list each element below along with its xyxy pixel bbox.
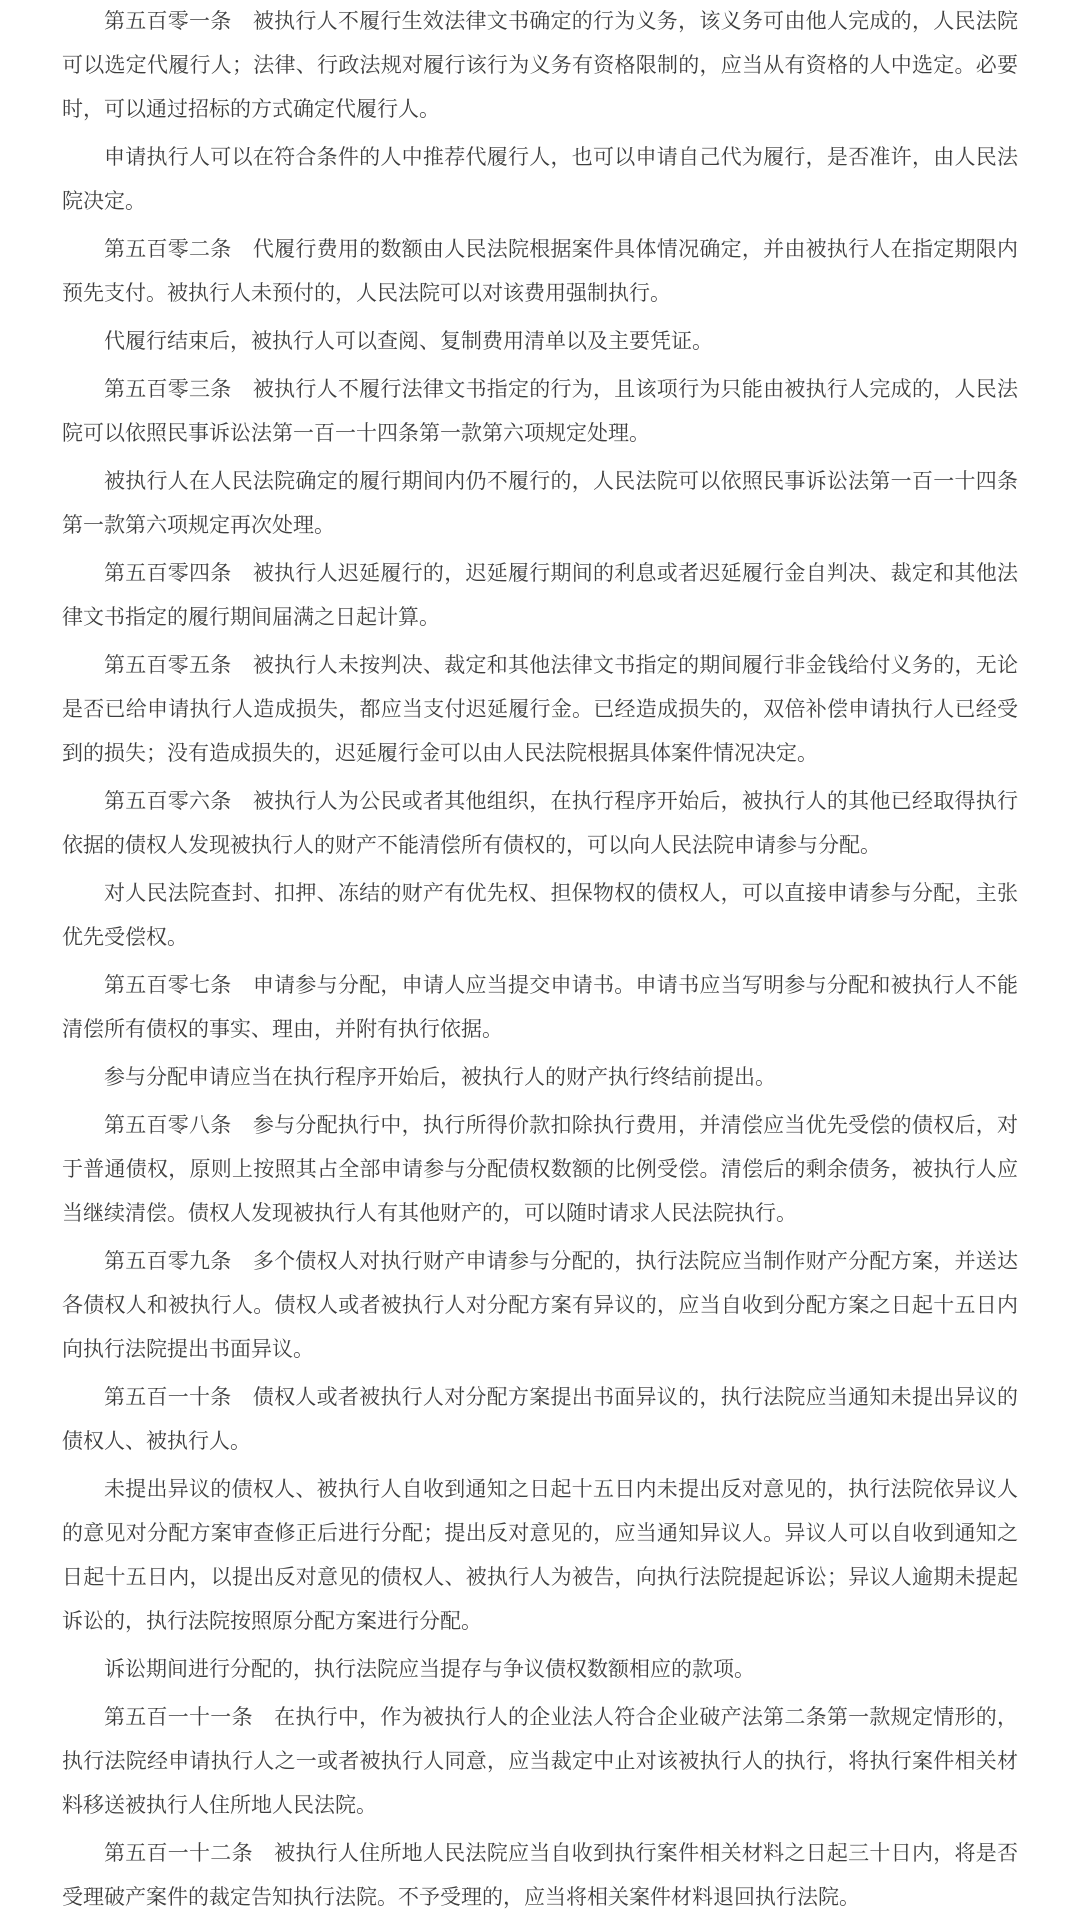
article-507-p2: 参与分配申请应当在执行程序开始后，被执行人的财产执行终结前提出。 bbox=[104, 1066, 776, 1089]
article-501-p1: 第五百零一条 被执行人不履行生效法律文书确定的行为义务，该义务可由他人完成的，人民法院可以选定代履行人；法律、行政法规对履行该行为义务有资格限制的，应当从有资格的人中选定。必要时，可以通过招标的方式确定代履行人。 bbox=[62, 10, 1018, 121]
article-508-p1: 第五百零八条 参与分配执行中，执行所得价款扣除执行费用，并清偿应当优先受偿的债权后，对于普通债权，原则上按照其占全部申请参与分配债权数额的比例受偿。清偿后的剩余债务，被执行人应当继续清偿。债权人发现被执行人有其他财产的，可以随时请求人民法院执行。 bbox=[62, 1114, 1018, 1225]
article-510-p2: 未提出异议的债权人、被执行人自收到通知之日起十五日内未提出反对意见的，执行法院依异议人的意见对分配方案审查修正后进行分配；提出反对意见的，应当通知异议人。异议人可以自收到通知之日起十五日内，以提出反对意见的债权人、被执行人为被告，向执行法院提起诉讼；异议人逾期未提起诉讼的，执行法院按照原分配方案进行分配。 bbox=[62, 1478, 1018, 1633]
article-507-p1: 第五百零七条 申请参与分配，申请人应当提交申请书。申请书应当写明参与分配和被执行人不能清偿所有债权的事实、理由，并附有执行依据。 bbox=[62, 974, 1018, 1041]
article-511-p1: 第五百一十一条 在执行中，作为被执行人的企业法人符合企业破产法第二条第一款规定情形的，执行法院经申请执行人之一或者被执行人同意，应当裁定中止对该被执行人的执行，将执行案件相关材料移送被执行人住所地人民法院。 bbox=[62, 1706, 1018, 1817]
article-506-p1: 第五百零六条 被执行人为公民或者其他组织，在执行程序开始后，被执行人的其他已经取得执行依据的债权人发现被执行人的财产不能清偿所有债权的，可以向人民法院申请参与分配。 bbox=[62, 790, 1018, 857]
law-text-body bbox=[62, 0, 1018, 1920]
article-506-p2: 对人民法院查封、扣押、冻结的财产有优先权、担保物权的债权人，可以直接申请参与分配，主张优先受偿权。 bbox=[62, 882, 1018, 949]
article-505-p1: 第五百零五条 被执行人未按判决、裁定和其他法律文书指定的期间履行非金钱给付义务的，无论是否已给申请执行人造成损失，都应当支付迟延履行金。已经造成损失的，双倍补偿申请执行人已经受到的损失；没有造成损失的，迟延履行金可以由人民法院根据具体案件情况决定。 bbox=[62, 654, 1018, 765]
article-501-p2: 申请执行人可以在符合条件的人中推荐代履行人，也可以申请自己代为履行，是否准许，由人民法院决定。 bbox=[62, 146, 1018, 213]
article-503-p2: 被执行人在人民法院确定的履行期间内仍不履行的，人民法院可以依照民事诉讼法第一百一十四条第一款第六项规定再次处理。 bbox=[62, 470, 1018, 537]
article-512-p1: 第五百一十二条 被执行人住所地人民法院应当自收到执行案件相关材料之日起三十日内，将是否受理破产案件的裁定告知执行法院。不予受理的，应当将相关案件材料退回执行法院。 bbox=[62, 1842, 1018, 1909]
article-510-p3: 诉讼期间进行分配的，执行法院应当提存与争议债权数额相应的款项。 bbox=[104, 1658, 755, 1681]
article-510-p1: 第五百一十条 债权人或者被执行人对分配方案提出书面异议的，执行法院应当通知未提出异议的债权人、被执行人。 bbox=[62, 1386, 1018, 1453]
article-509-p1: 第五百零九条 多个债权人对执行财产申请参与分配的，执行法院应当制作财产分配方案，并送达各债权人和被执行人。债权人或者被执行人对分配方案有异议的，应当自收到分配方案之日起十五日内向执行法院提出书面异议。 bbox=[62, 1250, 1018, 1361]
article-502-p1: 第五百零二条 代履行费用的数额由人民法院根据案件具体情况确定，并由被执行人在指定期限内预先支付。被执行人未预付的，人民法院可以对该费用强制执行。 bbox=[62, 238, 1018, 305]
article-503-p1: 第五百零三条 被执行人不履行法律文书指定的行为，且该项行为只能由被执行人完成的，人民法院可以依照民事诉讼法第一百一十四条第一款第六项规定处理。 bbox=[62, 378, 1018, 445]
article-502-p2: 代履行结束后，被执行人可以查阅、复制费用清单以及主要凭证。 bbox=[104, 330, 713, 353]
article-504-p1: 第五百零四条 被执行人迟延履行的，迟延履行期间的利息或者迟延履行金自判决、裁定和其他法律文书指定的履行期间届满之日起计算。 bbox=[62, 562, 1018, 629]
